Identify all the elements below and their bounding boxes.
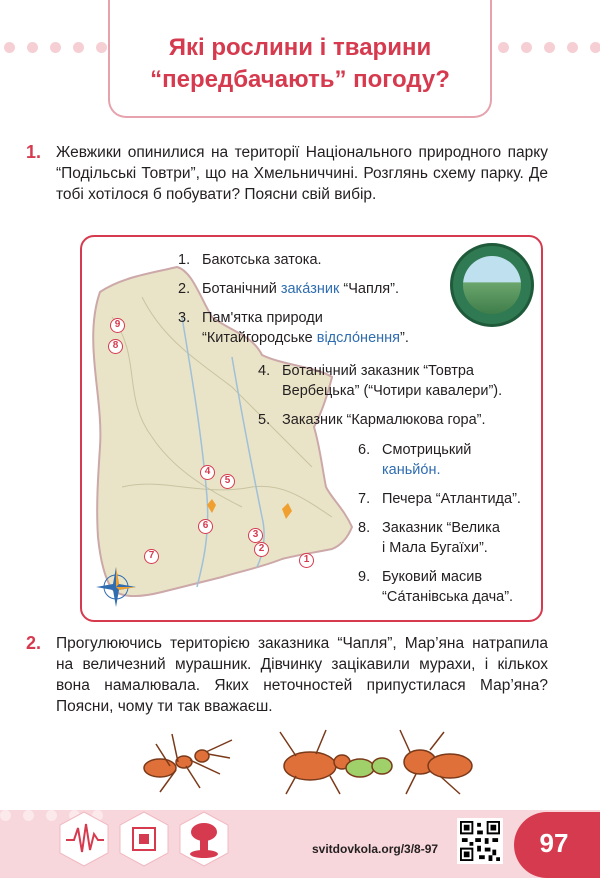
seismograph-icon [58,810,110,868]
page-title [110,32,490,96]
legend-item-3: 3. Пам'ятка природи “Китайгородське відсло́нення”. [178,310,409,346]
title-line-2: “передбачають” погоду? [150,66,450,93]
task-2-number: 2. [26,633,42,653]
park-map-panel [80,235,543,622]
dot-row-right [498,42,600,53]
map-marker-4: 4 [200,465,215,480]
task-1-text: Жевжики опинилися на території Національного природного парку “Подільські Товтри”, що на Хмельниччині. Розглянь схему парку. Де тобі хотілося б побувати? Поясни свій вибір. [56,144,548,203]
title-box [108,0,492,118]
page-number: 97 [539,828,569,858]
ant-drawing-left [144,734,232,792]
title-line-1: Які рослини і тварини [168,34,432,61]
mushroom-cloud-icon [178,810,230,868]
map-marker-2: 2 [254,542,269,557]
chip-icon [118,810,170,868]
map-marker-8: 8 [108,339,123,354]
task-1-number: 1. [26,142,42,162]
park-logo-landscape [463,256,521,314]
compass-rose-icon [94,565,138,609]
legend-item-9: 9. Буковий масив “Са́танівська дача”. [358,569,514,605]
legend-item-4: 4. Ботанічний заказник “Товтра Вербецька” (“Чотири кавалери”). [258,363,503,399]
task-2 [26,633,548,717]
map-marker-9: 9 [110,318,125,333]
map-marker-1: 1 [299,553,314,568]
map-marker-7: 7 [144,549,159,564]
task-1 [26,142,548,205]
map-marker-6: 6 [198,519,213,534]
ant-drawing-right [280,730,472,794]
park-logo [450,243,534,327]
footer-url[interactable]: svitdovkola.org/3/8-97 [312,842,439,856]
legend-item-8: 8. Заказник “Велика і Мала Бугаїхи”. [358,520,500,556]
page-number-badge [514,812,600,878]
map-marker-3: 3 [248,528,263,543]
legend-item-6: 6. Смотрицький каньйо́н. [358,442,472,478]
qr-code-icon[interactable] [457,818,503,864]
legend-item-5: 5. Заказник “Кармалюкова гора”. [258,412,486,428]
ant-drawings [120,726,480,796]
map-marker-5: 5 [220,474,235,489]
legend-item-1: 1. Бакотська затока. [178,252,322,268]
legend-item-7: 7. Печера “Атлантида”. [358,491,521,507]
task-2-text: Прогулюючись територією заказника “Чапля”, Мар’яна натрапила на величезний мурашник. Дівчинку зацікавили мурахи, і кількох вона намалювала. Яких неточностей припустилася Мар’яна? Поясни, чому ти так вважаєш. [56,635,548,715]
legend-item-2: 2. Ботанічний зака́зник “Чапля”. [178,281,399,297]
